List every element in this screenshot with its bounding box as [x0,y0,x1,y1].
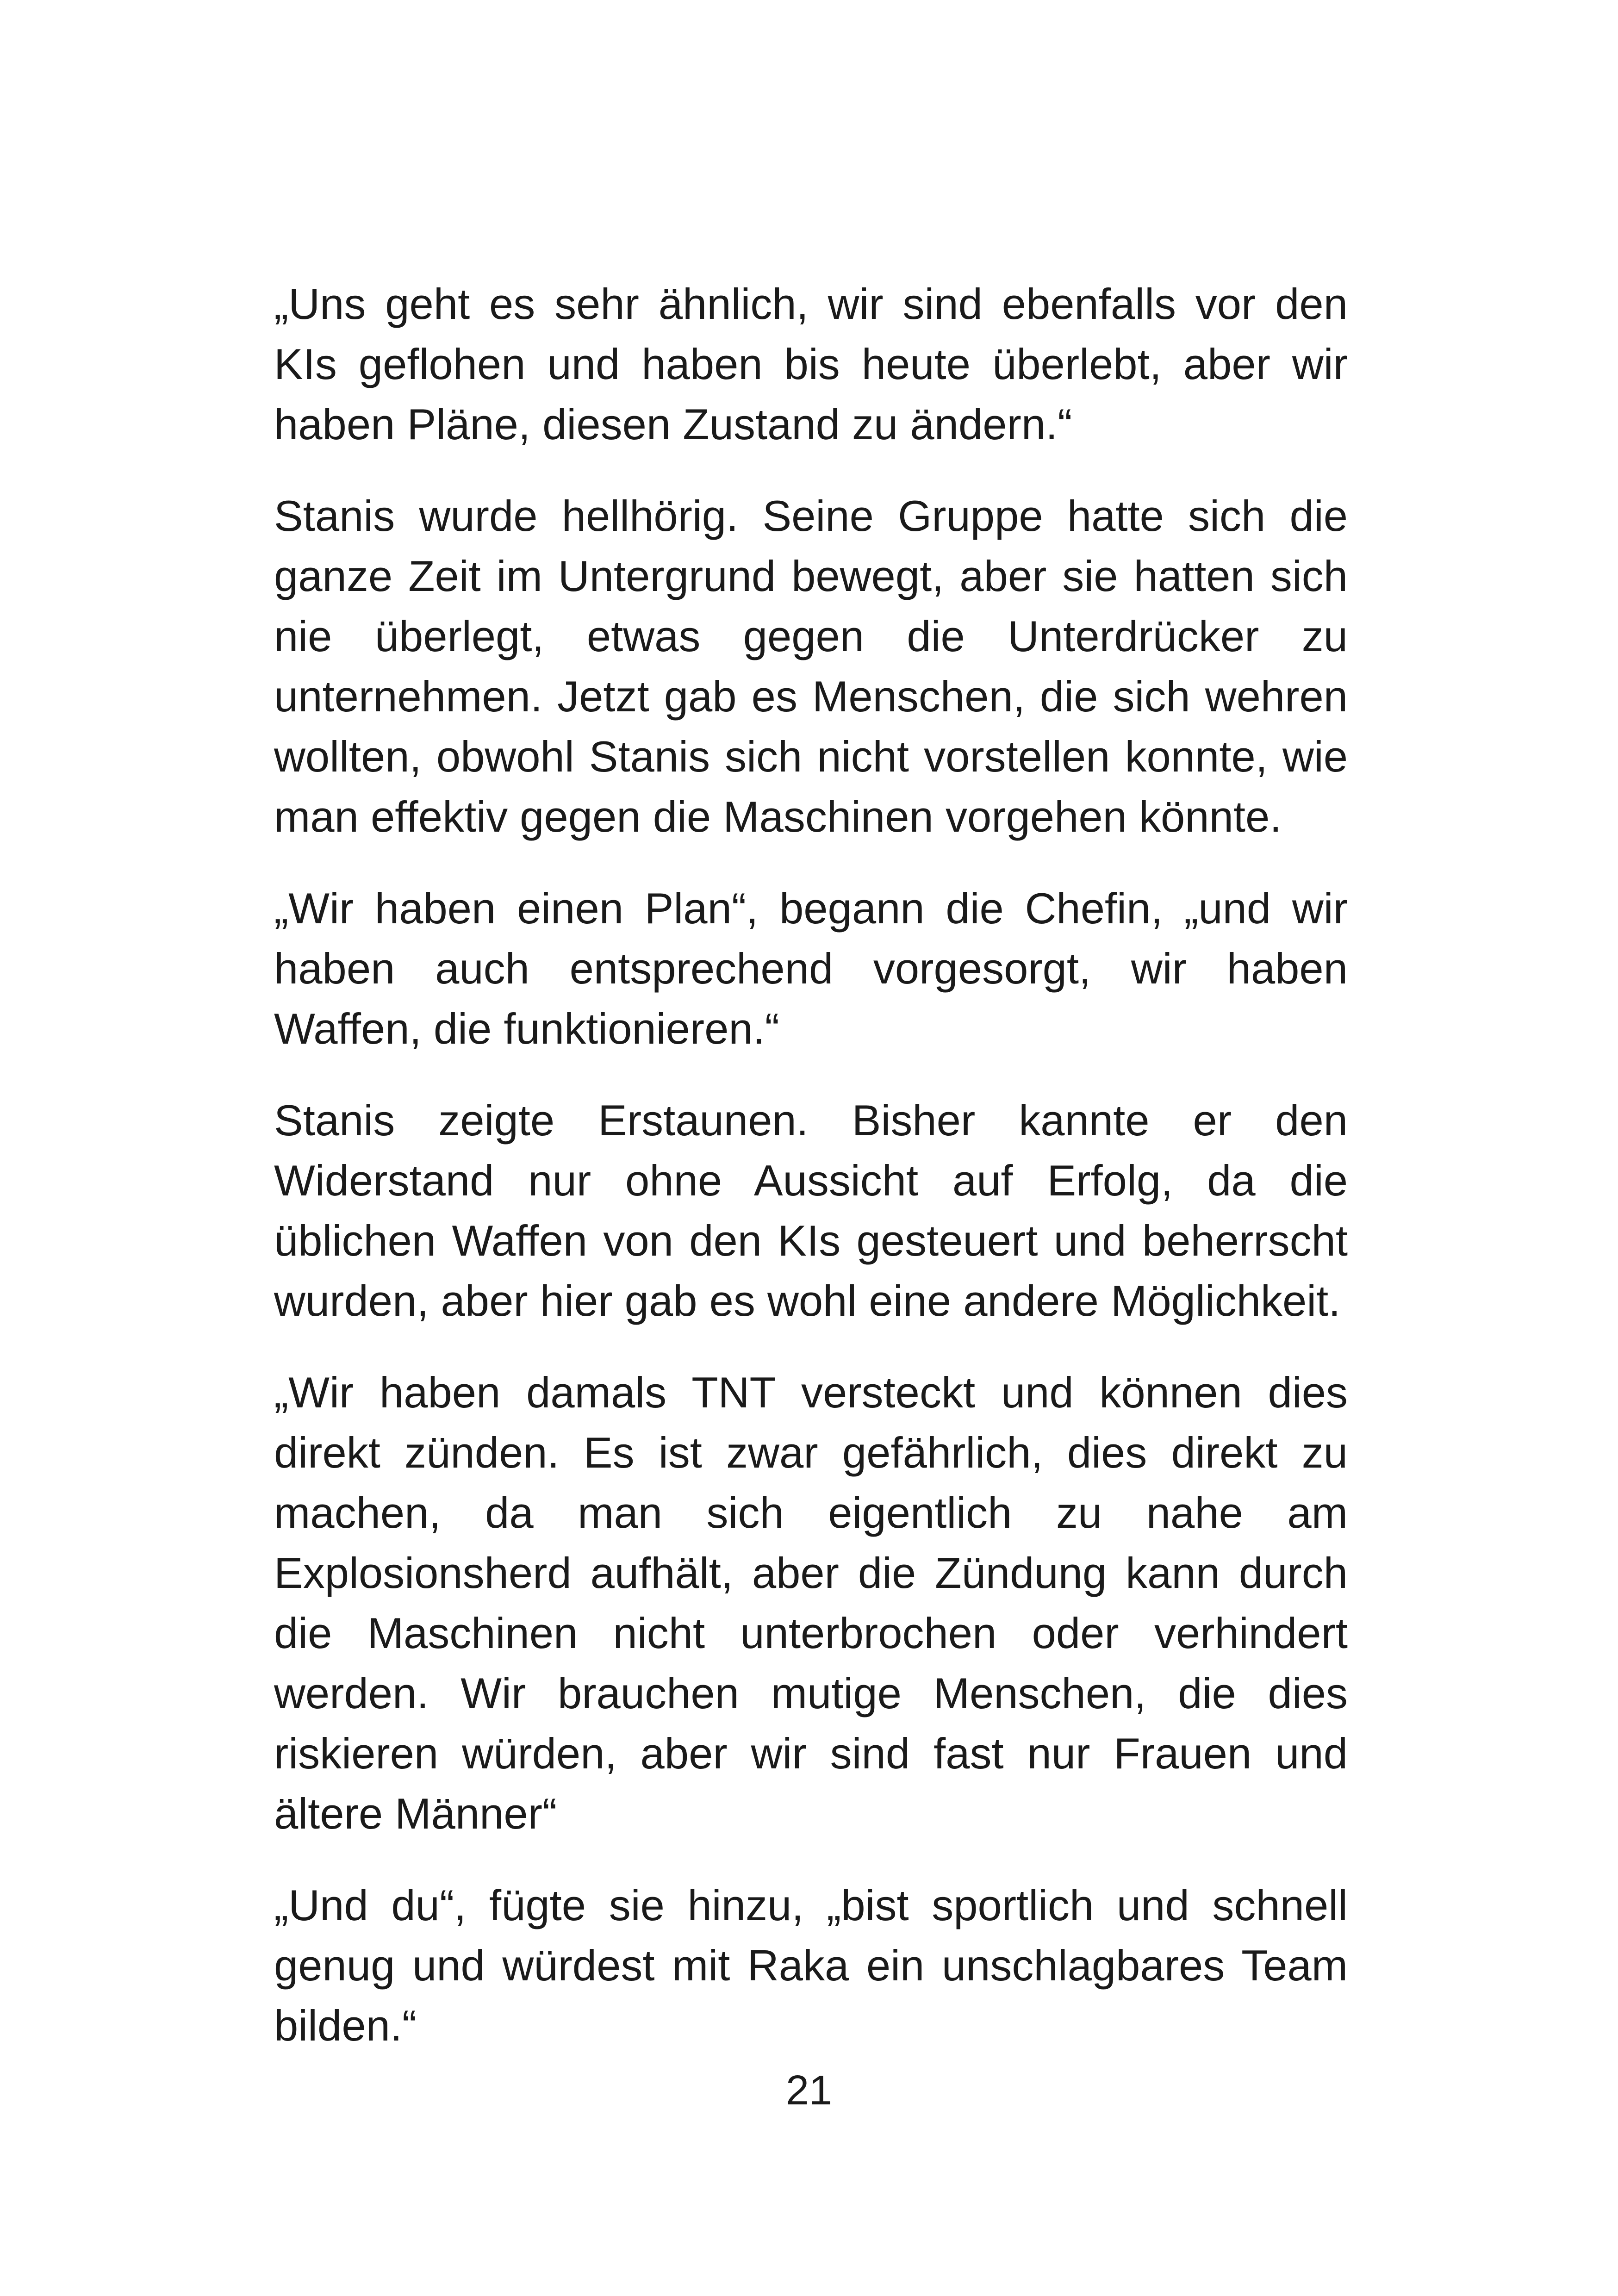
body-text [274,274,1348,2056]
paragraph-1: „Uns geht es sehr ähnlich, wir sind ebenfalls vor den KIs geflohen und haben bis heute überlebt, aber wir haben Pläne, diesen Zustand zu ändern.“ [274,280,1348,448]
paragraph-5: „Wir haben damals TNT versteckt und können dies direkt zünden. Es ist zwar gefährlich, dies direkt zu machen, da man sich eigentlich zu nahe am Explosionsherd aufhält, aber die Zündung kann durch die Maschinen nicht unterbrochen oder verhindert werden. Wir brauchen mutige Menschen, die dies riskieren würden, aber wir sind fast nur Frauen und ältere Männer“ [274,1368,1348,1838]
paragraph-2: Stanis wurde hellhörig. Seine Gruppe hatte sich die ganze Zeit im Untergrund bewegt, aber sie hatten sich nie überlegt, etwas gegen die Unterdrücker zu unternehmen. Jetzt gab es Menschen, die sich wehren wollten, obwohl Stanis sich nicht vorstellen konnte, wie man effektiv gegen die Maschinen vorgehen könnte. [274,492,1348,841]
page-number: 21 [785,2067,833,2114]
paragraph-4: Stanis zeigte Erstaunen. Bisher kannte er den Widerstand nur ohne Aussicht auf Erfolg, da die üblichen Waffen von den KIs gesteuert und beherrscht wurden, aber hier gab es wohl eine andere Möglichkeit. [274,1096,1348,1325]
paragraph-6: „Und du“, fügte sie hinzu, „bist sportlich und schnell genug und würdest mit Raka ein unschlagbares Team bilden.“ [274,1881,1348,2050]
paragraph-3: „Wir haben einen Plan“, begann die Chefin, „und wir haben auch entsprechend vorgesorgt, wir haben Waffen, die funktionieren.“ [274,884,1348,1053]
